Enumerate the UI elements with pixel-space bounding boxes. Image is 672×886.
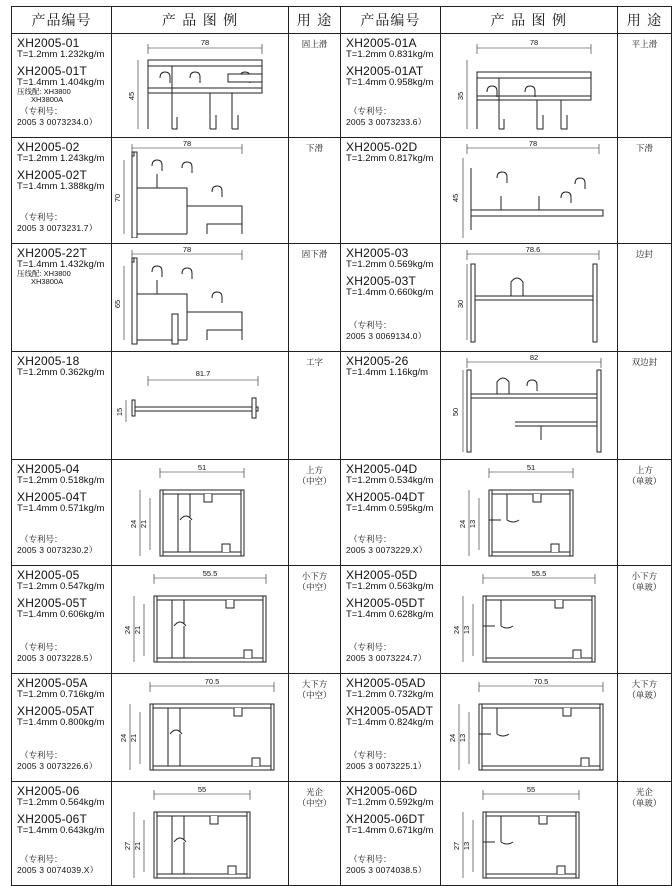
usage-label: 边封 [635,250,653,260]
profile-drawing-cell [112,34,289,138]
profile-drawing-cell [440,566,617,674]
product-code: XH2005-18 [17,354,80,368]
usage-cell [289,460,341,566]
profile-drawing-cell [112,244,289,352]
usage-label: 大下方 [301,680,328,690]
usage-label: 上方 [305,466,323,476]
product-info-cell [341,138,441,244]
product-info-cell [12,460,112,566]
usage-cell [289,138,341,244]
header-code: 产品编号 [12,7,112,34]
usage-cell [617,244,671,352]
left-product-table [11,6,341,886]
product-code: XH2005-02 [17,140,80,154]
dimension-label: 78 [182,139,192,148]
product-code: XH2005-03T [346,274,417,288]
dimension-label: 78 [529,38,539,47]
usage-cell [617,352,671,460]
profile-drawing [441,566,617,668]
product-spec: T=1.4mm 0.958kg/m [346,77,434,88]
patent-number: 2005 3 0073231.7） [17,223,98,233]
product-spec: T=1.4mm 1.16kg/m [346,367,429,378]
usage-cell [289,674,341,782]
usage-label: （中空） [297,691,332,701]
product-spec: T=1.4mm 0.800kg/m [17,717,105,728]
usage-label: （中空） [297,583,332,593]
patent-label: （专利号： [20,106,63,116]
usage-label: 双边封 [631,358,658,368]
product-spec: T=1.4mm 1.388kg/m [17,181,105,192]
product-note: 压线配: XH3800 [17,87,71,96]
usage-label: （单玻） [627,691,662,701]
dimension-label: 13 [461,625,471,635]
profile-drawing-cell [440,34,617,138]
profile-drawing-cell [440,460,617,566]
product-info-cell [12,674,112,782]
product-code: XH2005-22T [17,246,88,260]
product-code: XH2005-06D [346,784,418,798]
profile-drawing-cell [440,138,617,244]
dimension-label: 81.7 [195,369,211,378]
product-spec: T=1.2mm 0.547kg/m [17,581,105,592]
product-spec: T=1.4mm 0.643kg/m [17,825,105,836]
usage-label: （单玻） [627,583,662,593]
product-spec: T=1.2mm 1.232kg/m [17,49,105,60]
dimension-label: 55 [197,785,207,794]
product-code: XH2005-06DT [346,812,425,826]
product-row [341,566,672,674]
usage-label: （单玻） [627,477,662,487]
patent-number: 2005 3 0073225.1） [346,761,427,771]
dimension-label: 21 [139,519,148,529]
product-spec: T=1.2mm 0.831kg/m [346,49,434,60]
dimension-label: 82 [529,353,539,362]
profile-drawing [441,34,617,132]
product-spec: T=1.2mm 0.592kg/m [346,797,434,808]
usage-label: 上方 [635,466,653,476]
product-row [12,138,341,244]
dimension-label: 55.5 [531,569,547,578]
product-row [12,674,341,782]
usage-label: （单玻） [627,799,662,809]
product-spec: T=1.2mm 0.563kg/m [346,581,434,592]
patent-number: 2005 3 0073230.2） [17,545,98,555]
table-header-row [341,7,672,34]
product-info-cell [341,244,441,352]
product-note: XH3800A [31,95,64,104]
profile-drawing-cell [112,138,289,244]
patent-label: （专利号： [20,854,63,864]
product-code: XH2005-06 [17,784,80,798]
product-spec: T=1.2mm 0.716kg/m [17,689,105,700]
usage-label: 小下方 [631,572,658,582]
profile-drawing-cell [112,352,289,460]
usage-cell [289,244,341,352]
usage-label: （中空） [297,477,332,487]
profile-drawing-cell [440,674,617,782]
product-code: XH2005-05AD [346,676,426,690]
profile-drawing [441,674,617,776]
dimension-label: 45 [127,91,136,101]
dimension-label: 70.5 [204,677,220,686]
product-info-cell [341,34,441,138]
dimension-label: 24 [451,625,461,635]
product-row [341,674,672,782]
product-row [12,566,341,674]
product-code: XH2005-04D [346,462,418,476]
dimension-label: 78 [182,245,192,254]
product-note: XH3800A [31,277,64,286]
dimension-label: 70.5 [533,677,549,686]
product-code: XH2005-06T [17,812,88,826]
product-code: XH2005-05D [346,568,418,582]
usage-label: 下滑 [305,144,323,154]
dimension-label: 21 [133,841,142,851]
profile-drawing [112,566,288,668]
profile-drawing [112,352,288,454]
patent-label: （专利号： [349,642,392,652]
table-header-row [12,7,341,34]
product-spec: T=1.4mm 0.595kg/m [346,503,434,514]
product-info-cell [12,34,112,138]
product-spec: T=1.4mm 0.628kg/m [346,609,434,620]
product-spec: T=1.2mm 1.243kg/m [17,153,105,164]
product-row [12,782,341,886]
patent-label: （专利号： [349,106,392,116]
product-note: 压线配: XH3800 [17,269,71,278]
product-info-cell [341,352,441,460]
dimension-label: 27 [451,841,461,851]
dimension-label: 70 [113,193,122,203]
profile-drawing [441,460,617,560]
product-row [341,460,672,566]
product-spec: T=1.2mm 0.569kg/m [346,259,434,270]
usage-cell [289,566,341,674]
patent-label: （专利号： [349,750,392,760]
product-code: XH2005-01 [17,36,80,50]
product-info-cell [341,782,441,886]
patent-number: 2005 3 0073226.6） [17,761,98,771]
right-product-table [340,6,672,886]
profile-drawing [112,34,288,132]
profile-drawing [112,674,288,776]
profile-drawing [441,138,617,238]
profile-drawing [441,782,617,880]
dimension-label: 13 [461,841,471,851]
product-code: XH2005-02D [346,140,418,154]
profile-drawing-cell [112,566,289,674]
product-info-cell [12,138,112,244]
dimension-label: 50 [450,407,460,417]
dimension-label: 24 [123,625,132,635]
usage-cell [617,674,671,782]
patent-number: 2005 3 0074039.X） [17,865,99,875]
patent-label: （专利号： [20,534,63,544]
product-code: XH2005-05A [17,676,88,690]
product-info-cell [12,352,112,460]
dimension-label: 13 [457,733,467,743]
product-row [12,34,341,138]
dimension-label: 65 [113,299,122,309]
patent-number: 2005 3 0069134.0） [346,331,427,341]
product-info-cell [341,674,441,782]
product-spec: T=1.2mm 0.534kg/m [346,475,434,486]
product-code: XH2005-05 [17,568,80,582]
usage-label: 光企 [305,788,323,798]
usage-label: 下滑 [635,144,653,154]
header-drawing: 产 品 图 例 [440,7,617,34]
profile-drawing [112,460,288,560]
dimension-label: 24 [119,733,128,743]
usage-cell [617,138,671,244]
product-code: XH2005-05T [17,596,88,610]
usage-cell [617,566,671,674]
usage-label: 光企 [635,788,653,798]
profile-drawing [441,352,617,454]
usage-cell [617,782,671,886]
dimension-label: 45 [450,193,460,203]
dimension-label: 13 [467,519,477,529]
profile-drawing [112,138,288,238]
dimension-label: 55 [526,785,536,794]
usage-cell [289,352,341,460]
dimension-label: 55.5 [202,569,218,578]
product-spec: T=1.4mm 0.606kg/m [17,609,105,620]
dimension-label: 24 [129,519,138,529]
profile-drawing [112,782,288,880]
profile-drawing [441,244,617,346]
product-row [341,244,672,352]
header-usage: 用 途 [617,7,671,34]
product-code: XH2005-26 [346,354,409,368]
profile-drawing-cell [440,244,617,352]
product-spec: T=1.4mm 0.671kg/m [346,825,434,836]
dimension-label: 21 [129,733,138,743]
profile-drawing [112,244,288,346]
product-code: XH2005-04T [17,490,88,504]
product-code: XH2005-02T [17,168,88,182]
dimension-label: 21 [133,625,142,635]
product-row [341,782,672,886]
dimension-label: 15 [115,407,124,417]
profile-drawing-cell [112,782,289,886]
usage-label: 大下方 [631,680,658,690]
usage-label: 固下滑 [301,250,328,260]
product-info-cell [341,566,441,674]
patent-label: （专利号： [349,854,392,864]
product-code: XH2005-01T [17,64,88,78]
dimension-label: 51 [526,463,536,472]
header-drawing: 产 品 图 例 [112,7,289,34]
dimension-label: 24 [447,733,457,743]
patent-label: （专利号： [349,320,392,330]
product-row [341,352,672,460]
product-spec: T=1.4mm 1.404kg/m [17,77,105,88]
product-spec: T=1.4mm 0.824kg/m [346,717,434,728]
dimension-label: 78 [200,38,210,47]
product-spec: T=1.2mm 0.518kg/m [17,475,105,486]
product-spec: T=1.2mm 0.732kg/m [346,689,434,700]
usage-label: （中空） [297,799,332,809]
product-code: XH2005-05ADT [346,704,434,718]
product-spec: T=1.4mm 0.660kg/m [346,287,434,298]
product-code: XH2005-04DT [346,490,425,504]
product-row [12,244,341,352]
product-code: XH2005-03 [346,246,409,260]
product-row [12,460,341,566]
usage-label: 小下方 [301,572,328,582]
usage-cell [617,34,671,138]
patent-label: （专利号： [349,534,392,544]
dimension-label: 78 [528,139,538,148]
header-code: 产品编号 [341,7,441,34]
product-spec: T=1.2mm 0.817kg/m [346,153,434,164]
dimension-label: 51 [197,463,207,472]
patent-number: 2005 3 0073224.7） [346,653,427,663]
product-info-cell [12,782,112,886]
profile-drawing-cell [112,674,289,782]
usage-label: 平上滑 [631,40,658,50]
usage-cell [617,460,671,566]
product-spec: T=1.4mm 1.432kg/m [17,259,105,270]
product-spec: T=1.4mm 0.571kg/m [17,503,105,514]
profile-drawing-cell [440,782,617,886]
patent-label: （专利号： [20,212,63,222]
product-code: XH2005-05DT [346,596,425,610]
profile-drawing-cell [112,460,289,566]
patent-number: 2005 3 0073233.6） [346,117,427,127]
dimension-label: 24 [457,519,467,529]
product-code: XH2005-01A [346,36,417,50]
dimension-label: 27 [123,841,132,851]
usage-cell [289,782,341,886]
dimension-label: 78.6 [525,245,541,254]
dimension-label: 30 [455,299,465,309]
product-row [341,34,672,138]
patent-label: （专利号： [20,750,63,760]
product-info-cell [12,566,112,674]
patent-number: 2005 3 0074038.5） [346,865,427,875]
product-spec: T=1.2mm 0.564kg/m [17,797,105,808]
usage-label: 工字 [305,358,323,368]
usage-label: 固上滑 [301,40,328,50]
patent-number: 2005 3 0073229.X） [346,545,428,555]
patent-number: 2005 3 0073228.5） [17,653,98,663]
usage-cell [289,34,341,138]
product-row [12,352,341,460]
profile-drawing-cell [440,352,617,460]
product-spec: T=1.2mm 0.362kg/m [17,367,105,378]
product-info-cell [12,244,112,352]
patent-label: （专利号： [20,642,63,652]
header-usage: 用 途 [289,7,341,34]
product-info-cell [341,460,441,566]
product-code: XH2005-04 [17,462,80,476]
product-code: XH2005-05AT [17,704,95,718]
dimension-label: 35 [455,91,465,101]
patent-number: 2005 3 0073234.0） [17,117,98,127]
product-row [341,138,672,244]
product-code: XH2005-01AT [346,64,424,78]
